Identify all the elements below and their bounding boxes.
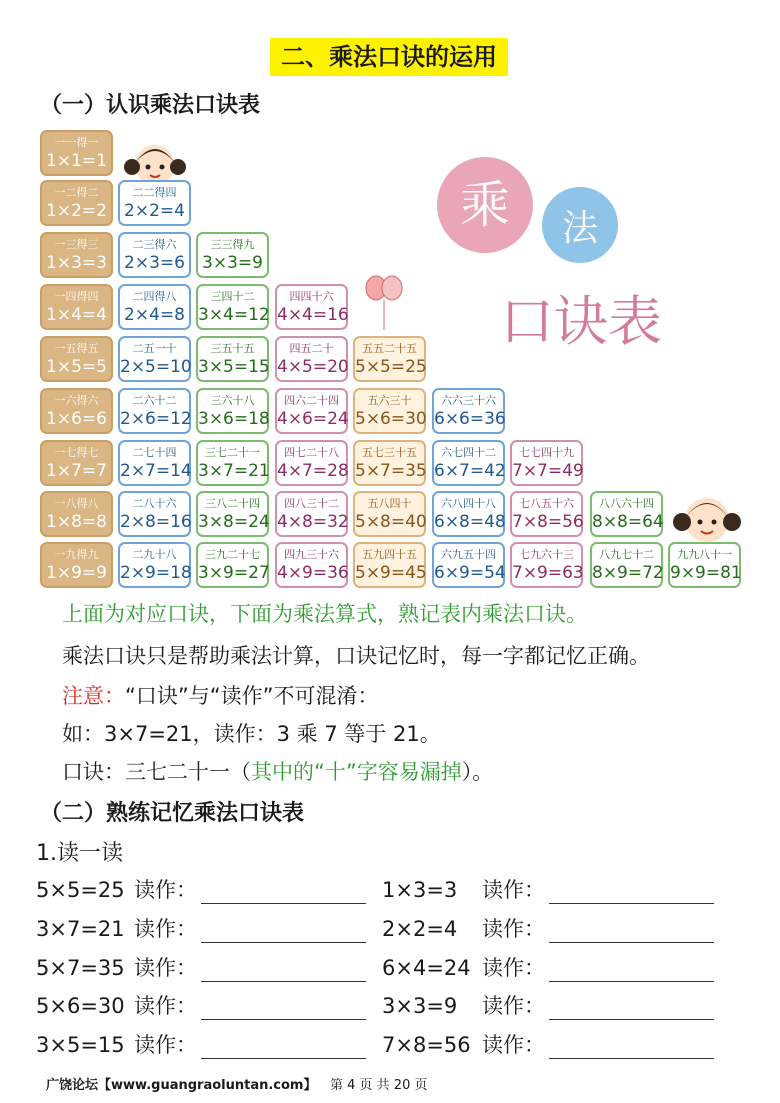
cell-koujue: 七七四十九 — [519, 446, 574, 459]
footer-page: 第 4 页 共 20 页 — [330, 1078, 428, 1093]
cell-formula: 6×9=54 — [434, 563, 506, 583]
cell-koujue: 四九三十六 — [284, 548, 339, 561]
cell-formula: 2×4=8 — [124, 305, 185, 325]
cell-formula: 4×7=28 — [277, 461, 349, 481]
exercise-item — [36, 952, 366, 982]
cell-koujue: 六八四十八 — [441, 497, 496, 510]
exercise-item — [382, 952, 714, 982]
cell-formula: 7×9=63 — [512, 563, 584, 583]
cell-koujue: 五七三十五 — [362, 446, 417, 459]
cell-koujue: 二四得八 — [132, 290, 177, 303]
cell-formula: 6×6=36 — [434, 409, 506, 429]
cell-formula: 4×4=16 — [277, 305, 349, 325]
decor-fa: 法 — [561, 208, 599, 249]
text-line-2: 乘法口诀只是帮助乘法计算，口诀记忆时，每一字都记忆正确。 — [62, 644, 650, 668]
cell-koujue: 二三得六 — [132, 238, 177, 251]
table-cell — [40, 491, 113, 537]
answer-blank[interactable] — [549, 1038, 714, 1059]
cell-formula: 1×7=7 — [46, 461, 107, 481]
cell-koujue: 九九八十一 — [677, 548, 732, 561]
read-label: 读作： — [482, 878, 545, 902]
read-label: 读作： — [482, 1033, 545, 1057]
table-cell — [275, 491, 348, 537]
cell-formula: 1×2=2 — [46, 201, 107, 221]
exercise-equation: 3×3=9 — [382, 994, 458, 1018]
answer-blank[interactable] — [549, 999, 714, 1020]
cell-koujue: 二六十二 — [132, 394, 177, 407]
table-cell — [118, 542, 191, 588]
exercise-equation: 5×5=25 — [36, 878, 125, 902]
table-cell — [196, 336, 269, 382]
cell-koujue: 三九二十七 — [205, 548, 260, 561]
table-cell — [118, 180, 191, 226]
table-cell — [590, 491, 663, 537]
cell-formula: 4×8=32 — [277, 512, 349, 532]
answer-blank[interactable] — [549, 961, 714, 982]
cell-koujue: 八八六十四 — [599, 497, 654, 510]
table-cell — [432, 388, 505, 434]
cell-koujue: 七八五十六 — [519, 497, 574, 510]
cell-koujue: 四七二十八 — [284, 446, 339, 459]
section-heading-2: （二）熟练记忆乘法口诀表 — [40, 801, 305, 826]
exercise-item — [36, 913, 366, 943]
cell-koujue: 二二得四 — [132, 186, 177, 199]
cell-koujue: 三七二十一 — [205, 446, 260, 459]
cell-koujue: 一八得八 — [54, 497, 99, 510]
cell-koujue: 三三得九 — [210, 238, 255, 251]
exercise-equation: 2×2=4 — [382, 917, 458, 941]
cell-formula: 4×9=36 — [277, 563, 349, 583]
table-cell — [590, 542, 663, 588]
cell-formula: 8×9=72 — [592, 563, 664, 583]
table-cell — [668, 542, 741, 588]
cell-koujue: 三五十五 — [210, 342, 255, 355]
cell-formula: 2×9=18 — [120, 563, 192, 583]
answer-blank[interactable] — [201, 883, 366, 904]
cell-formula: 1×6=6 — [46, 409, 107, 429]
table-cell — [196, 284, 269, 330]
table-cell — [196, 542, 269, 588]
table-cell — [275, 284, 348, 330]
cell-koujue: 三六十八 — [210, 394, 255, 407]
cell-formula: 3×4=12 — [198, 305, 270, 325]
cell-formula: 4×6=24 — [277, 409, 349, 429]
cell-formula: 2×8=16 — [120, 512, 192, 532]
table-cell — [118, 491, 191, 537]
note-text: “口诀”与“读作”不可混淆： — [125, 684, 379, 708]
exercise-item — [382, 913, 714, 943]
cell-koujue: 四四十六 — [289, 290, 334, 303]
footer-site: 广饶论坛【www.guangraoluntan.com】 — [46, 1078, 317, 1093]
exercise-equation: 3×7=21 — [36, 917, 125, 941]
answer-blank[interactable] — [201, 961, 366, 982]
cell-koujue: 一二得二 — [54, 186, 99, 199]
table-cell — [353, 542, 426, 588]
table-cell — [510, 491, 583, 537]
cell-formula: 1×8=8 — [46, 512, 107, 532]
cell-formula: 5×7=35 — [355, 461, 427, 481]
cell-formula: 6×8=48 — [434, 512, 506, 532]
cell-formula: 3×5=15 — [198, 357, 270, 377]
read-label: 读作： — [134, 917, 197, 941]
cell-koujue: 四六二十四 — [284, 394, 339, 407]
table-cell — [275, 388, 348, 434]
cell-formula: 1×4=4 — [46, 305, 107, 325]
table-cell — [40, 284, 113, 330]
cell-koujue: 七九六十三 — [519, 548, 574, 561]
cell-formula: 5×9=45 — [355, 563, 427, 583]
cell-koujue: 四八三十二 — [284, 497, 339, 510]
table-cell — [353, 336, 426, 382]
table-cell — [118, 232, 191, 278]
cell-koujue: 一九得九 — [54, 548, 99, 561]
exercise-item — [382, 1029, 714, 1059]
cell-formula: 6×7=42 — [434, 461, 506, 481]
cell-koujue: 二五一十 — [132, 342, 177, 355]
cell-koujue: 五八四十 — [367, 497, 412, 510]
table-cell — [432, 491, 505, 537]
table-cell — [40, 232, 113, 278]
decor-graphic — [420, 150, 720, 370]
cell-formula: 5×8=40 — [355, 512, 427, 532]
section-heading-1: （一）认识乘法口诀表 — [40, 93, 261, 118]
text-line-5 — [62, 758, 493, 786]
decor-cheng: 乘 — [460, 176, 510, 234]
exercise-item — [36, 1029, 366, 1059]
text-line-3 — [62, 682, 379, 710]
cell-koujue: 一一得一 — [54, 136, 99, 149]
cell-koujue: 一五得五 — [54, 342, 99, 355]
cell-formula: 3×7=21 — [198, 461, 270, 481]
girl-face-icon-2 — [672, 488, 742, 548]
exercise-equation: 6×4=24 — [382, 956, 471, 980]
note-label: 注意： — [62, 684, 125, 708]
read-label: 读作： — [482, 917, 545, 941]
cell-formula: 3×8=24 — [198, 512, 270, 532]
table-cell — [275, 336, 348, 382]
table-cell — [432, 440, 505, 486]
cell-formula: 1×3=3 — [46, 253, 107, 273]
cell-formula: 9×9=81 — [670, 563, 742, 583]
cell-koujue: 五九四十五 — [362, 548, 417, 561]
cell-koujue: 一四得四 — [54, 290, 99, 303]
exercise-equation: 3×5=15 — [36, 1033, 125, 1057]
cell-formula: 7×7=49 — [512, 461, 584, 481]
table-cell — [118, 388, 191, 434]
cell-formula: 2×7=14 — [120, 461, 192, 481]
exercise-item — [382, 990, 714, 1020]
table-cell — [353, 388, 426, 434]
cell-koujue: 一七得七 — [54, 446, 99, 459]
read-label: 读作： — [134, 956, 197, 980]
cell-formula: 3×9=27 — [198, 563, 270, 583]
table-cell — [40, 542, 113, 588]
exercise-item — [382, 874, 714, 904]
table-cell — [510, 440, 583, 486]
cell-koujue: 六九五十四 — [441, 548, 496, 561]
text-line-4: 如：3×7=21，读作：3 乘 7 等于 21。 — [62, 722, 441, 746]
cell-formula: 5×6=30 — [355, 409, 427, 429]
cell-formula: 3×6=18 — [198, 409, 270, 429]
read-label: 读作： — [134, 1033, 197, 1057]
table-cell — [353, 491, 426, 537]
table-cell — [40, 440, 113, 486]
cell-koujue: 二九十八 — [132, 548, 177, 561]
kj-prefix: 口诀：三七二十一（ — [62, 760, 251, 784]
table-cell — [40, 130, 113, 176]
exercise-equation: 5×7=35 — [36, 956, 125, 980]
cell-koujue: 四五二十 — [289, 342, 334, 355]
table-cell — [353, 440, 426, 486]
text-line-1: 上面为对应口诀，下面为乘法算式，熟记表内乘法口诀。 — [62, 602, 587, 626]
table-cell — [196, 440, 269, 486]
cell-koujue: 六七四十二 — [441, 446, 496, 459]
exercise-equation: 1×3=3 — [382, 878, 458, 902]
table-cell — [118, 440, 191, 486]
cell-formula: 2×5=10 — [120, 357, 192, 377]
table-cell — [40, 336, 113, 382]
read-label: 读作： — [134, 878, 197, 902]
cell-formula: 5×5=25 — [355, 357, 427, 377]
kj-hint: 其中的“十”字容易漏掉 — [251, 760, 462, 784]
table-cell — [118, 284, 191, 330]
page-title: 二、乘法口诀的运用 — [270, 38, 508, 76]
exercise-item — [36, 990, 366, 1020]
table-cell — [118, 336, 191, 382]
table-cell — [432, 542, 505, 588]
cell-koujue: 二八十六 — [132, 497, 177, 510]
table-cell — [196, 491, 269, 537]
cell-formula: 2×2=4 — [124, 201, 185, 221]
cell-koujue: 六六三十六 — [441, 394, 496, 407]
kj-suffix: ）。 — [461, 760, 494, 784]
read-label: 读作： — [482, 994, 545, 1018]
cell-formula: 1×1=1 — [46, 151, 107, 171]
cell-koujue: 一三得三 — [54, 238, 99, 251]
table-cell — [40, 388, 113, 434]
answer-blank[interactable] — [201, 922, 366, 943]
exercise-equation: 7×8=56 — [382, 1033, 471, 1057]
table-cell — [196, 388, 269, 434]
cell-formula: 8×8=64 — [592, 512, 664, 532]
answer-blank[interactable] — [201, 999, 366, 1020]
exercise-equation: 5×6=30 — [36, 994, 125, 1018]
cell-formula: 3×3=9 — [202, 253, 263, 273]
cell-formula: 4×5=20 — [277, 357, 349, 377]
cell-formula: 7×8=56 — [512, 512, 584, 532]
cell-koujue: 五五二十五 — [362, 342, 417, 355]
read-label: 读作： — [134, 994, 197, 1018]
cell-koujue: 一六得六 — [54, 394, 99, 407]
table-cell — [510, 542, 583, 588]
cell-formula: 1×9=9 — [46, 563, 107, 583]
cell-formula: 2×3=6 — [124, 253, 185, 273]
cell-koujue: 八九七十二 — [599, 548, 654, 561]
decor-koujuebiao: 口诀表 — [500, 290, 662, 353]
table-cell — [196, 232, 269, 278]
read-label: 读作： — [482, 956, 545, 980]
answer-blank[interactable] — [549, 922, 714, 943]
balloon-icon — [362, 272, 412, 332]
exercise-item — [36, 874, 366, 904]
answer-blank[interactable] — [201, 1038, 366, 1059]
cell-formula: 1×5=5 — [46, 357, 107, 377]
table-cell — [275, 542, 348, 588]
cell-formula: 2×6=12 — [120, 409, 192, 429]
cell-koujue: 五六三十 — [367, 394, 412, 407]
table-cell — [40, 180, 113, 226]
subheading-read: 1.读一读 — [36, 841, 123, 866]
cell-koujue: 三八二十四 — [205, 497, 260, 510]
table-cell — [275, 440, 348, 486]
cell-koujue: 二七十四 — [132, 446, 177, 459]
cell-koujue: 三四十二 — [210, 290, 255, 303]
answer-blank[interactable] — [549, 883, 714, 904]
